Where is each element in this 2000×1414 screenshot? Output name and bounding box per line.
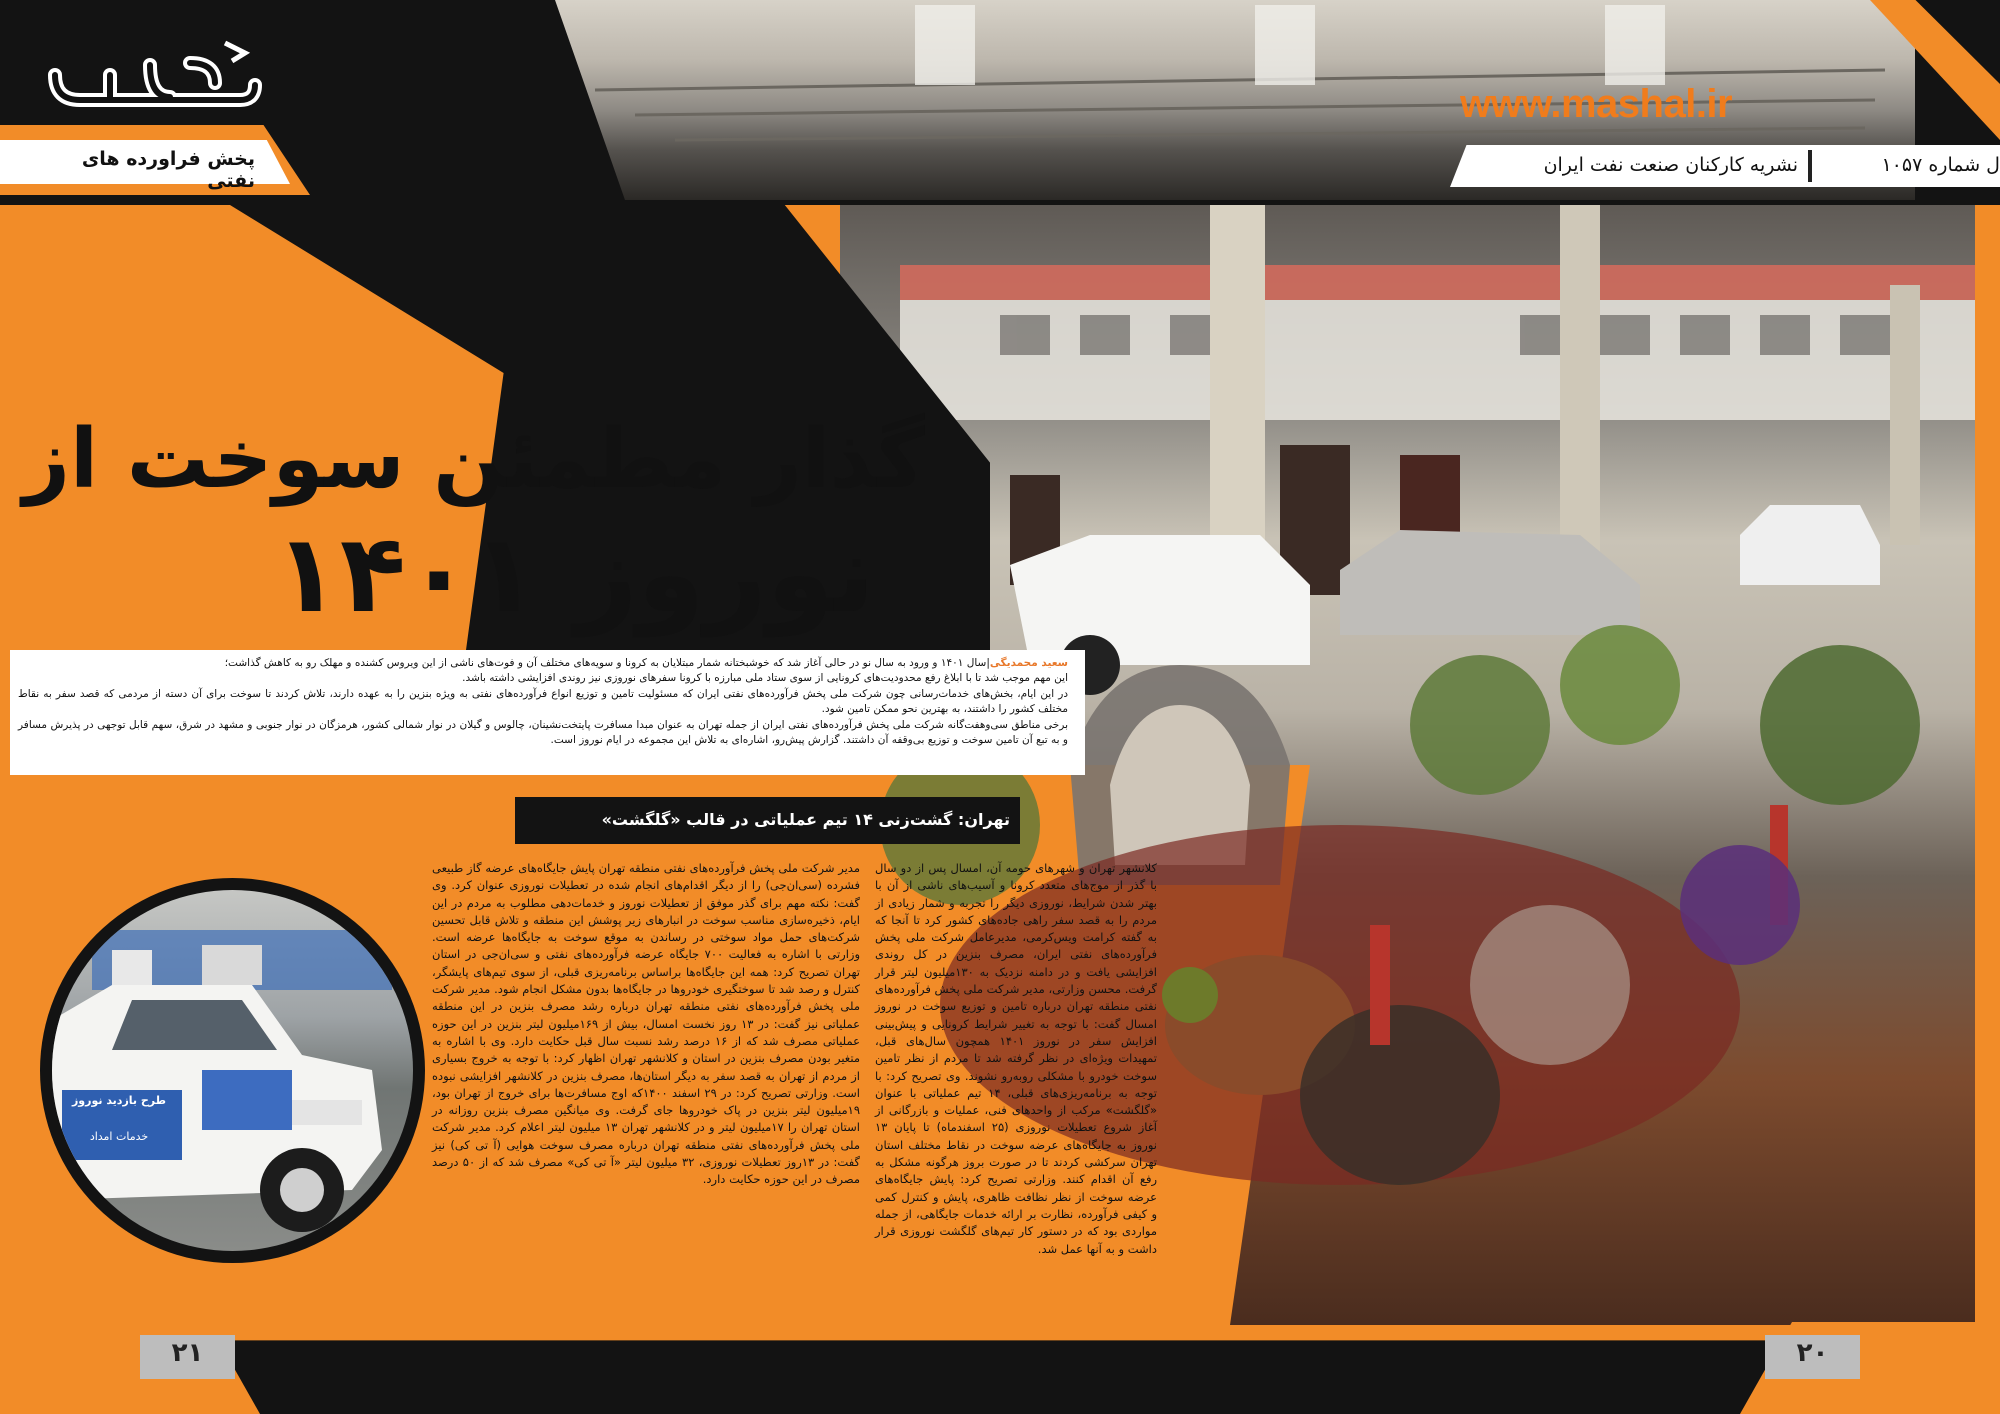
issue-number: ل شماره ۱۰۵۷ — [1881, 154, 2000, 176]
section-label: پخش فراورده های نفتی — [81, 148, 255, 192]
article-title-line2: نوروز ۱۴۰۱ — [273, 512, 875, 637]
inset-car-illustration — [52, 890, 413, 1251]
right-edge-strip — [1975, 205, 2000, 1325]
car-banner-text: طرح بازدید نوروز — [71, 1094, 167, 1107]
logo-text — [0, 0, 1, 1]
lead-paragraph: این مهم موجب شد تا با ابلاغ رفع محدودیت‌های کرونایی از سوی ستاد ملی مبارزه با کرونا سفرهای نوروزی نیز روندی افزایشی داشته باشد. — [462, 672, 1068, 685]
lead-author: سعید محمدیگی — [989, 657, 1068, 669]
page-number-right: ۲۰ — [1796, 1338, 1829, 1368]
lead-text: سعید محمدیگی|سال ۱۴۰۱ و ورود به سال نو در حالی آغاز شد که خوشبختانه شمار مبتلایان به کرونا و سویه‌های مختلف آن و فوت‌های ناشی از این ویروس کشنده و مهلک رو به کاهش گذاشت؛ این مهم موجب شد تا با ابلاغ رفع محدودیت‌های کرونایی از سوی ستاد ملی مبارزه با کرونا سفرهای نوروزی نیز روندی افزایشی داشته باشد. در این ایام، بخش‌های خدمات‌رسانی چون شرکت ملی پخش فرآورده‌های نفتی ایران که مسئولیت تامین و توزیع انواع فرآورده‌های نفتی به ویژه بنزین را به عهده دارند، تلاش کردند تا سوخت برای آن دسته از مردمی که قصد سفر به نقاط مختلف کشور را داشتند، به بهترین نحو ممکن تامین شود. برخی مناطق سی‌وهفت‌گانه شرکت ملی پخش فرآورده‌های نفتی ایران از جمله تهران به عنوان مبدا مسافرت پایتخت‌نشینان، چالوس و گیلان در نوار شمالی کشور، هرمزگان در نوار جنوبی و مشهد در شرق، سهم قابل توجهی در پذیرش مسافر و به تبع آن تامین سوخت و توزیع بی‌وقفه آن داشتند. گزارش پیش‌رو، اشاره‌ای به تلاش این مجموعه در ایام نوروز است. — [18, 656, 1068, 748]
column-right — [875, 860, 1157, 1258]
publication-name: نشریه کارکنان صنعت نفت ایران — [1543, 154, 1798, 176]
article-title-line1: گذار مطمئن سوخت از — [22, 412, 925, 507]
column-left-text: مدیر شرکت ملی پخش فرآورده‌های نفتی منطقه تهران پایش جایگاه‌های عرضه گاز طبیعی فشرده (سی‌ان‌جی) را از دیگر اقدام‌های انجام شده در تعطیلات نوروزی عنوان کرد. وی گفت: نکته مهم برای گذر موفق از تعطیلات نوروز و خدمات‌دهی مطلوب به مردم در این ایام، ذخیره‌سازی مناسب سوخت در انبارهای زیر پوشش این منطقه و تلاش قابل تحسین شرکت‌های حمل مواد سوختی در رساندن به موقع سوخت به جایگاه‌ها عرضه است. وزارتی با اشاره به فعالیت ۷۰۰ جایگاه عرضه فرآورده‌های نفتی و سی‌ان‌جی در استان تهران تصریح کرد: همه این جایگاه‌ها براساس برنامه‌ریزی قبلی، از سوی تیم‌های پایشگر، کنترل و رصد شد تا سوختگیری خودروها در جایگاه‌ها بدون مشکل انجام شود. مدیر شرکت ملی پخش فرآورده‌های نفتی منطقه تهران درباره رشد مصرف بنزین در این منطقه عملیاتی نیز گفت: در ۱۳ روز نخست امسال، بیش از ۱۶۹میلیون لیتر بنزین در این حوزه عملیاتی مصرف شد که از ۱۶ درصد رشد نسبت سال قبل حکایت دارد. وی با اشاره به متغیر بودن مصرف بنزین در استان و کلانشهر تهران اظهار کرد: با توجه به خروج بسیاری از مردم از تهران به قصد سفر به دیگر استان‌ها، مصرف بنزین در کلانشهر افزایشی نبوده است. وزارتی تصریح کرد: در ۲۹ اسفند ۱۴۰۰که اوج مسافرت‌ها برای خروج از تهران بود، ۱۹میلیون لیتر بنزین در پاک خودروها جای گرفت. وی میانگین مصرف بنزین روزانه در استان تهران را ۱۷میلیون لیتر و در کلانشهر تهران ۱۳ میلیون لیتر اعلام کرد. مدیر شرکت ملی پخش فرآورده‌های نفتی منطقه تهران درباره مصرف سوخت هوایی (آ تی کی) نیز گفت: در ۱۳روز تعطیلات نوروزی، ۳۲ میلیون لیتر «آ تی کی» مصرف شد که از ۵۰ درصد مصرف در این حوزه حکایت دارد. — [432, 861, 861, 1187]
lead-paragraph: برخی مناطق سی‌وهفت‌گانه شرکت ملی پخش فرآورده‌های نفتی ایران از جمله تهران به عنوان مبدا مسافرت پایتخت‌نشینان، چالوس و گیلان در نوار شمالی کشور، هرمزگان در نوار جنوبی و مشهد در شرق، سهم قابل توجهی در پذیرش مسافر و به تبع آن تامین سوخت و توزیع بی‌وقفه آن داشتند. گزارش پیش‌رو، اشاره‌ای به تلاش این مجموعه در ایام نوروز است. — [18, 718, 1068, 747]
page-number-left: ۲۱ — [171, 1338, 204, 1368]
inset-car-photo — [52, 890, 413, 1251]
footer-black-band — [0, 1322, 2000, 1414]
lead-paragraph: سال ۱۴۰۱ و ورود به سال نو در حالی آغاز شد که خوشبختانه شمار مبتلایان به کرونا و سویه‌های مختلف آن و فوت‌های ناشی از این ویروس کشنده و مهلک رو به کاهش گذاشت؛ — [224, 657, 987, 669]
car-banner-text-2: خدمات امداد — [89, 1130, 149, 1143]
column-right-text: کلانشهر تهران و شهرهای حومه آن، امسال پس از دو سال با گذر از موج‌های متعدد کرونا و آسیب‌های ناشی از آن با بهتر شدن شرایط، نوروزی دیگر را تجربه و شمار زیادی از مردم را به قصد سفر راهی جاده‌های کشور کرد تا آنجا که به گفته کرامت ویس‌کرمی، مدیرعامل شرکت ملی پخش فرآورده‌های نفتی ایران، مصرف بنزین در کل روندی افزایشی یافت و در دامنه نزدیک به ۱۳۰میلیون لیتر قرار گرفت. محسن وزارتی، مدیر شرکت ملی پخش فرآورده‌های نفتی منطقه تهران درباره تامین و توزیع سوخت در نوروز امسال گفت: با توجه به تغییر شرایط کرونایی و پیش‌بینی افزایش سفر در نوروز ۱۴۰۱ همچون سال‌های قبل، تمهیدات ویژه‌ای در نظر گرفته شد تا مردم از نظر تامین سوخت خودرو با مشکلی روبه‌رو نشوند. وی تصریح کرد: با توجه به برنامه‌ریزی‌های قبلی، ۱۴ تیم عملیاتی با عنوان «گلگشت» مرکب از واحدهای فنی، عملیات و بازرگانی از آغاز شروع تعطیلات نوروزی (۲۵ اسفندماه) تا پایان ۱۳ نوروز به جایگاه‌های عرضه سوخت در نقاط مختلف استان تهران سرکشی کردند تا در صورت بروز هرگونه مشکل به رفع آن اقدام کنند. وزارتی تصریح کرد: پایش جایگاه‌های عرضه سوخت از نظر نظافت ظاهری، پایش و کنترل کمی و کیفی فرآورده، نظارت بر ارائه خدمات جایگاهی، از جمله مواردی بود که در دستور کار تیم‌های گلگشت نوروزی قرار داشت و به آنها عمل شد. — [875, 861, 1157, 1256]
subheading: تهران: گشت‌زنی ۱۴ تیم عملیاتی در قالب «گلگشت» — [601, 810, 1010, 829]
website-url: www.mashal.ir — [1460, 82, 1733, 126]
column-left — [432, 860, 860, 1189]
issue-divider — [1808, 150, 1812, 182]
mashal-logo — [40, 35, 270, 115]
lead-paragraph: در این ایام، بخش‌های خدمات‌رسانی چون شرکت ملی پخش فرآورده‌های نفتی ایران که مسئولیت تامین و توزیع انواع فرآورده‌های نفتی به ویژه بنزین را به عهده دارند، تلاش کردند تا سوخت برای آن دسته از مردمی که قصد سفر به نقاط مختلف کشور را داشتند، به بهترین نحو ممکن تامین شود. — [18, 687, 1068, 716]
